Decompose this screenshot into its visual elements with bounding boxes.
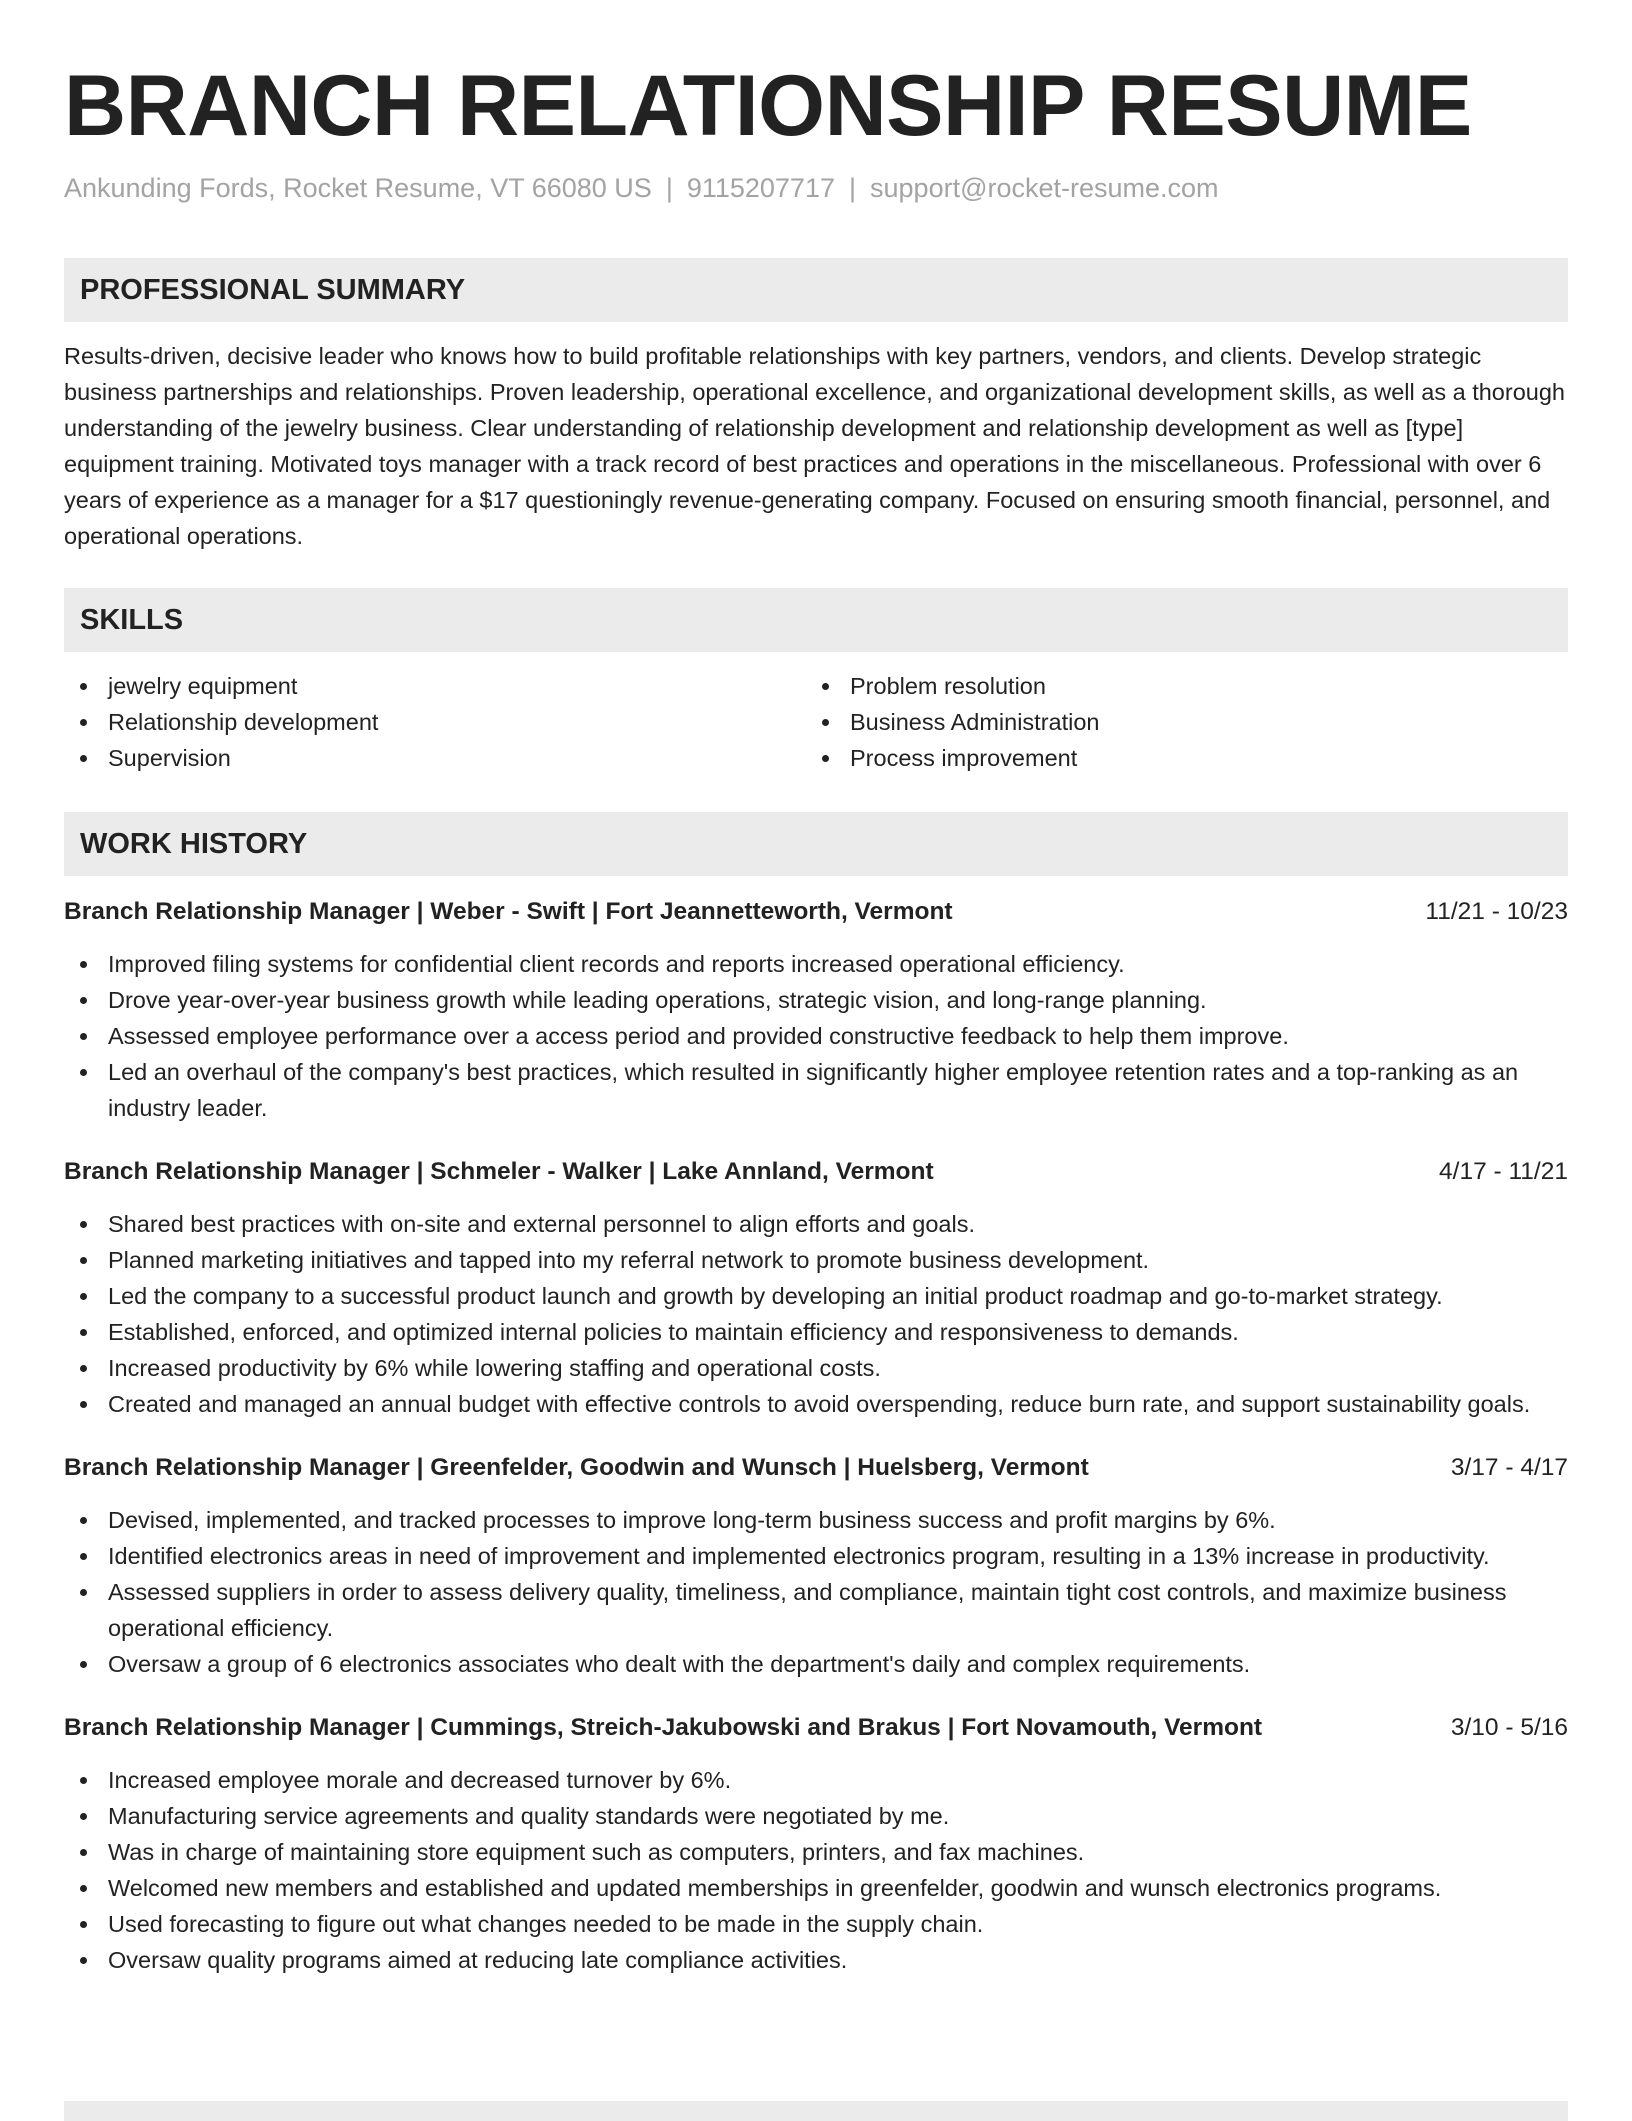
work-history-heading: WORK HISTORY [64, 812, 1568, 876]
job-bullet-text: Drove year-over-year business growth while leading operations, strategic vision, and long-range planning. [108, 987, 1207, 1013]
job-bullet-text: Used forecasting to figure out what changes needed to be made in the supply chain. [108, 1911, 984, 1937]
bullet-dot-icon [80, 1517, 87, 1524]
bullet-dot-icon [80, 1553, 87, 1560]
job-bullet-list [64, 1762, 1568, 1978]
job-bullet [64, 982, 1568, 1018]
job-bullet [64, 1538, 1568, 1574]
resume-page [64, 0, 1568, 1978]
job-bullet [64, 1278, 1568, 1314]
job-header [64, 894, 1568, 930]
contact-address: Ankunding Fords, Rocket Resume, VT 66080 US [64, 173, 652, 203]
bullet-dot-icon [80, 1069, 87, 1076]
skill-item [806, 740, 1548, 776]
bullet-dot-icon [80, 719, 87, 726]
job-bullet [64, 1350, 1568, 1386]
bullet-dot-icon [822, 755, 829, 762]
bullet-dot-icon [80, 755, 87, 762]
skills-column-left [64, 668, 806, 776]
bullet-dot-icon [80, 1257, 87, 1264]
skills-column-right [806, 668, 1548, 776]
job-bullet-text: Established, enforced, and optimized internal policies to maintain efficiency and responsiveness to demands. [108, 1319, 1239, 1345]
job-title: Branch Relationship Manager | Weber - Swift | Fort Jeannetteworth, Vermont [64, 898, 953, 925]
job-bullet-text: Assessed suppliers in order to assess delivery quality, timeliness, and compliance, maintain tight cost controls, and maximize business operational efficiency. [108, 1579, 1507, 1641]
job-bullet [64, 1798, 1568, 1834]
job-header [64, 1154, 1568, 1190]
summary-text: Results-driven, decisive leader who knows how to build profitable relationships with key partners, vendors, and clients. Develop strategic business partnerships and relationships. Proven leadership, operational excellence, and organizational development skills, as well as a thorough understanding of the jewelry business. Clear understanding of relationship development and relationship development as well as [type] equipment training. Motivated toys manager with a track record of best practices and operations in the miscellaneous. Professional with over 6 years of experience as a manager for a $17 questioningly revenue-generating company. Focused on ensuring smooth financial, personnel, and operational operations. [64, 343, 1565, 549]
job-bullet-text: Shared best practices with on-site and external personnel to align efforts and goals. [108, 1211, 975, 1237]
job-title: Branch Relationship Manager | Schmeler - Walker | Lake Annland, Vermont [64, 1158, 934, 1185]
bullet-dot-icon [80, 1777, 87, 1784]
skill-item [64, 704, 806, 740]
skills-heading: SKILLS [64, 588, 1568, 652]
summary-heading: PROFESSIONAL SUMMARY [64, 258, 1568, 322]
job-bullet-text: Oversaw a group of 6 electronics associates who dealt with the department's daily and complex requirements. [108, 1651, 1251, 1677]
skill-item-text: Process improvement [850, 745, 1078, 771]
resume-title: BRANCH RELATIONSHIP RESUME [64, 58, 1472, 154]
job-bullet-text: Oversaw quality programs aimed at reducing late compliance activities. [108, 1947, 848, 1973]
job-bullet [64, 946, 1568, 982]
job-bullet [64, 1762, 1568, 1798]
skill-item-text: Supervision [108, 745, 231, 771]
skills-list [64, 668, 1568, 776]
job-bullet-text: Identified electronics areas in need of improvement and implemented electronics program, resulting in a 13% increase in productivity. [108, 1543, 1490, 1569]
bullet-dot-icon [80, 1365, 87, 1372]
bullet-dot-icon [80, 1293, 87, 1300]
skill-item [64, 740, 806, 776]
job-dates: 3/17 - 4/17 [1450, 1454, 1568, 1481]
job-bullet-text: Planned marketing initiatives and tapped into my referral network to promote business development. [108, 1247, 1150, 1273]
job-bullet [64, 1834, 1568, 1870]
bullet-dot-icon [80, 683, 87, 690]
job-dates: 4/17 - 11/21 [1439, 1158, 1568, 1185]
job-bullet-text: Created and managed an annual budget with effective controls to avoid overspending, reduce burn rate, and support sustainability goals. [108, 1391, 1531, 1417]
job-entry [64, 1154, 1568, 1422]
bullet-dot-icon [80, 1849, 87, 1856]
bullet-dot-icon [80, 1957, 87, 1964]
job-title: Branch Relationship Manager | Cummings, Streich-Jakubowski and Brakus | Fort Novamouth, Vermont [64, 1714, 1263, 1741]
bullet-dot-icon [80, 1221, 87, 1228]
job-header [64, 1450, 1568, 1486]
work-history-list [64, 894, 1568, 1978]
job-bullet-text: Devised, implemented, and tracked processes to improve long-term business success and profit margins by 6%. [108, 1507, 1276, 1533]
job-entry [64, 1710, 1568, 1978]
bullet-dot-icon [80, 1813, 87, 1820]
job-bullet [64, 1942, 1568, 1978]
contact-email: support@rocket-resume.com [870, 173, 1219, 203]
job-bullet [64, 1646, 1568, 1682]
job-entry [64, 894, 1568, 1126]
job-bullet-text: Improved filing systems for confidential client records and reports increased operational efficiency. [108, 951, 1125, 977]
job-bullet [64, 1314, 1568, 1350]
contact-separator: | [849, 173, 857, 203]
job-bullet-text: Increased employee morale and decreased turnover by 6%. [108, 1767, 732, 1793]
bullet-dot-icon [822, 683, 829, 690]
skill-item-text: Problem resolution [850, 673, 1046, 699]
contact-line [64, 170, 1568, 206]
skill-item [806, 668, 1548, 704]
job-bullet-text: Led an overhaul of the company's best practices, which resulted in significantly higher employee retention rates and a top-ranking as an industry leader. [108, 1059, 1519, 1121]
job-bullet-list [64, 1206, 1568, 1422]
job-bullet [64, 1018, 1568, 1054]
bullet-dot-icon [80, 1661, 87, 1668]
job-bullet-list [64, 946, 1568, 1126]
job-bullet [64, 1870, 1568, 1906]
skill-item [64, 668, 806, 704]
job-bullet [64, 1502, 1568, 1538]
bullet-dot-icon [80, 997, 87, 1004]
next-section-heading-band [64, 2101, 1568, 2121]
job-bullet [64, 1386, 1568, 1422]
skill-item-text: jewelry equipment [108, 673, 298, 699]
job-bullet-text: Welcomed new members and established and updated memberships in greenfelder, goodwin and wunsch electronics programs. [108, 1875, 1442, 1901]
job-bullet [64, 1242, 1568, 1278]
job-bullet-text: Was in charge of maintaining store equipment such as computers, printers, and fax machines. [108, 1839, 1085, 1865]
job-dates: 11/21 - 10/23 [1425, 898, 1568, 925]
bullet-dot-icon [80, 1329, 87, 1336]
job-header [64, 1710, 1568, 1746]
bullet-dot-icon [80, 1589, 87, 1596]
job-bullet-text: Manufacturing service agreements and quality standards were negotiated by me. [108, 1803, 950, 1829]
bullet-dot-icon [80, 961, 87, 968]
bullet-dot-icon [80, 1885, 87, 1892]
job-entry [64, 1450, 1568, 1682]
contact-separator: | [665, 173, 673, 203]
job-dates: 3/10 - 5/16 [1450, 1714, 1568, 1741]
job-bullet [64, 1206, 1568, 1242]
job-bullet [64, 1574, 1568, 1646]
contact-phone: 9115207717 [686, 173, 835, 203]
job-bullet-list [64, 1502, 1568, 1682]
skill-item [806, 704, 1548, 740]
job-bullet [64, 1054, 1568, 1126]
job-bullet [64, 1906, 1568, 1942]
job-bullet-text: Assessed employee performance over a access period and provided constructive feedback to help them improve. [108, 1023, 1289, 1049]
job-title: Branch Relationship Manager | Greenfelder, Goodwin and Wunsch | Huelsberg, Vermont [64, 1454, 1089, 1481]
job-bullet-text: Led the company to a successful product launch and growth by developing an initial product roadmap and go-to-market strategy. [108, 1283, 1443, 1309]
bullet-dot-icon [822, 719, 829, 726]
skill-item-text: Relationship development [108, 709, 379, 735]
job-bullet-text: Increased productivity by 6% while lowering staffing and operational costs. [108, 1355, 881, 1381]
bullet-dot-icon [80, 1921, 87, 1928]
bullet-dot-icon [80, 1401, 87, 1408]
skill-item-text: Business Administration [850, 709, 1100, 735]
bullet-dot-icon [80, 1033, 87, 1040]
